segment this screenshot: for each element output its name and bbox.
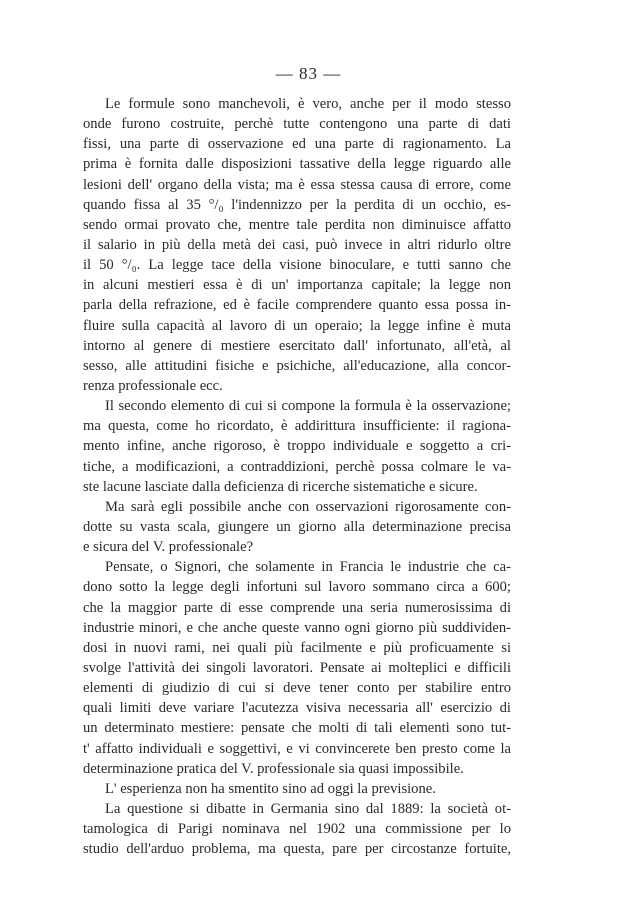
- text-line: La questione si dibatte in Germania sino dal 1889: la società ot-: [105, 800, 511, 817]
- text-line: fissi, una parte di osservazione ed una parte di ragionamento. La: [83, 136, 511, 153]
- text-line: un determinato mestiere: pensate che molti di tali elementi sono tut-: [83, 720, 511, 737]
- text-line: renza professionale ecc.: [83, 377, 223, 394]
- text-line: il salario in più della metà dei casi, può invece in altri ridurlo oltre: [83, 236, 511, 253]
- text-line: dotte su vasta scala, giungere un giorno alla determinazione precisa: [83, 518, 511, 535]
- text-line: tiche, a modificazioni, a contraddizioni, perchè possa colmare le va-: [83, 458, 511, 475]
- text-line: svolge l'attività dei singoli lavoratori. Pensate ai molteplici e difficili: [83, 659, 511, 676]
- text-line: e sicura del V. professionale?: [83, 539, 254, 556]
- text-line: lesioni dell' organo della vista; ma è essa stessa causa di errore, come: [83, 176, 511, 193]
- text-line: sesso, alle attitudini fisiche e psichiche, all'educazione, alla concor-: [83, 357, 511, 374]
- text-line: quando fissa al 35 °/₀ l'indennizzo per la perdita di un occhio, es-: [83, 196, 511, 213]
- body-text: [83, 94, 511, 859]
- text-line: Le formule sono manchevoli, è vero, anche per il modo stesso: [105, 96, 511, 112]
- text-line: ste lacune lasciate dalla deficienza di ricerche sistematiche e sicure.: [83, 478, 478, 495]
- text-line: dosi in nuovi rami, nei quali più facilmente e più proficuamente si: [83, 639, 511, 656]
- page-number: — 83 —: [275, 64, 342, 83]
- text-line: t' affatto individuali e soggettivi, e vi convincerete ben presto come la: [83, 740, 511, 757]
- text-line: L' esperienza non ha smentito sino ad oggi la previsione.: [105, 780, 436, 797]
- text-line: mento infine, anche rigoroso, è troppo individuale e soggetto a cri-: [83, 438, 511, 455]
- text-line: il 50 °/₀. La legge tace della visione binoculare, e tutti sanno che: [83, 257, 511, 274]
- text-line: ma questa, come ho ricordato, è addirittura insufficiente: il ragiona-: [83, 418, 511, 435]
- text-line: Il secondo elemento di cui si compone la formula è la osservazione;: [105, 398, 511, 415]
- text-line: Pensate, o Signori, che solamente in Francia le industrie che ca-: [105, 559, 511, 576]
- text-line: prima è fornita dalle disposizioni tassative della legge riguardo alle: [83, 156, 511, 173]
- text-line: quali limiti deve variare l'acutezza visiva necessaria all' esercizio di: [83, 700, 511, 717]
- text-line: tamologica di Parigi nominava nel 1902 una commissione per lo: [83, 821, 511, 838]
- text-line: fluire sulla capacità al lavoro di un operaio; la legge infine è muta: [83, 317, 511, 334]
- text-line: studio dell'arduo problema, ma questa, pare per circostanze fortuite,: [83, 841, 511, 858]
- text-line: intorno al genere di mestiere esercitato dall' infortunato, all'età, al: [83, 337, 511, 354]
- text-line: industrie minori, e che anche queste vanno ogni giorno più suddividen-: [83, 619, 511, 636]
- text-line: dono sotto la legge degli infortuni sul lavoro sommano circa a 600;: [83, 579, 511, 596]
- text-line: determinazione pratica del V. professionale sia quasi impossibile.: [83, 760, 464, 777]
- text-line: elementi di giudizio di cui si deve tener conto per stabilire entro: [83, 680, 511, 697]
- text-line: che la maggior parte di esse comprende una seria numerosissima di: [83, 599, 511, 616]
- text-line: in alcuni mestieri essa è di un' importanza capitale; la legge non: [83, 277, 511, 294]
- text-line: sendo ormai provato che, mentre tale perdita non diminuisce affatto: [83, 216, 511, 233]
- text-line: onde furono costruite, perchè tutte contengono una parte di dati: [83, 116, 511, 133]
- text-line: parla della refrazione, ed è facile comprendere quanto essa possa in-: [83, 297, 511, 314]
- text-line: Ma sarà egli possibile anche con osservazioni rigorosamente con-: [105, 498, 511, 515]
